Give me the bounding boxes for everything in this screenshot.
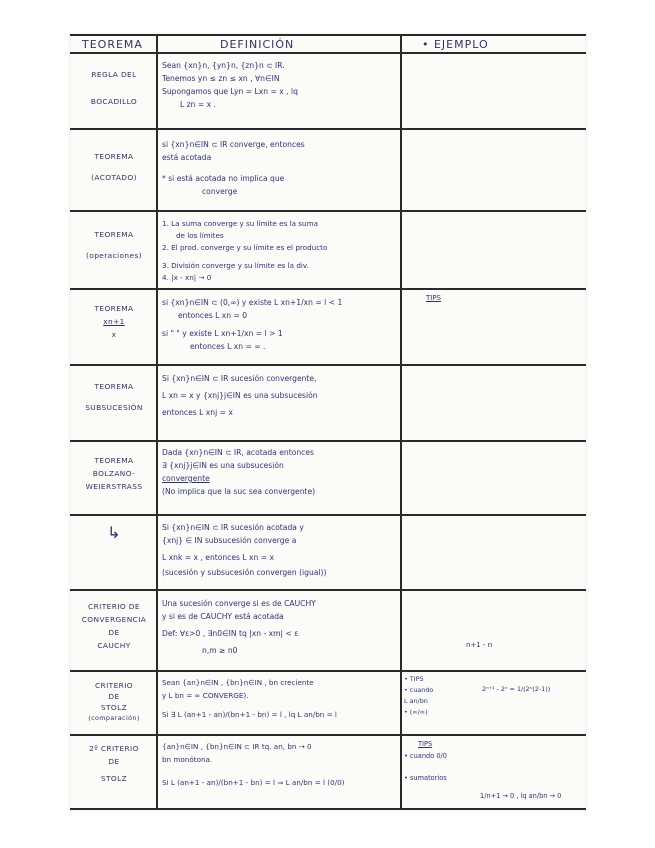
theorem-name-line: STOLZ (100, 703, 128, 712)
definition-line: 4. |x - xn| → 0 (162, 273, 212, 282)
theorem-name-line: WEIERSTRASS (85, 482, 143, 491)
definition-line: si {xn}n∈IN ⊂ IR converge, entonces (162, 140, 305, 149)
theorem-name (74, 228, 154, 262)
definition-line: y L bn = ∞ CONVERGE). (162, 691, 249, 700)
theorem-name (74, 600, 154, 652)
definition-line: si " " y existe L xn+1/xn = l > 1 (162, 329, 283, 338)
definition-line: Def: ∀ε>0 , ∃n0∈IN tq |xn - xm| < ε (162, 629, 299, 638)
theorem-definition (162, 372, 472, 419)
theorem-definition (162, 446, 472, 498)
definition-line: bn monótona. (162, 755, 213, 764)
theorem-name-line: TEOREMA (94, 382, 134, 391)
definition-line: entonces L xn = 0 (178, 311, 248, 320)
theorem-name-line: (comparación) (88, 714, 140, 722)
theorem-name-line: (ACOTADO) (91, 173, 137, 182)
rule-2 (70, 210, 586, 212)
theorem-name-line: DE (108, 757, 120, 766)
theorem-name-line: DE (108, 692, 120, 701)
definition-line: y si es de CAUCHY está acotada (162, 612, 284, 621)
col-divider-1 (156, 34, 158, 810)
definition-line: L xn = x y {xnj}j∈IN es una subsucesión (162, 391, 318, 400)
example-line: 2ⁿ⁺¹ - 2ⁿ = 1/(2ⁿ(2-1)) (482, 685, 551, 693)
definition-line: entonces L xnj = x (162, 408, 233, 417)
theorem-name-line: CRITERIO (95, 681, 133, 690)
example-line: TIPS (418, 740, 433, 748)
definition-line: convergente (162, 474, 210, 483)
theorem-name (74, 150, 154, 184)
definition-line: de los límites (176, 231, 224, 240)
example-line: TIPS (426, 294, 442, 302)
theorem-name (74, 680, 154, 724)
definition-line: está acotada (162, 153, 212, 162)
rule-5 (70, 440, 586, 442)
rule-1 (70, 128, 586, 130)
definition-line: 3. División converge y su límite es la div. (162, 261, 309, 270)
theorem-name-line: CAUCHY (97, 641, 131, 650)
definition-line: n,m ≥ n0 (202, 646, 238, 655)
definition-line: Sean {xn}n, {yn}n, {zn}n ⊂ IR. (162, 61, 285, 70)
theorem-name-line: x (111, 330, 117, 339)
example-line: • cuando (404, 686, 434, 694)
theorem-definition (162, 138, 472, 198)
definition-line: Supongamos que Lyn = Lxn = x , lq (162, 87, 298, 96)
theorem-example (404, 639, 582, 651)
theorem-name (74, 380, 154, 414)
theorem-example (404, 292, 582, 304)
theorem-name-line: TEOREMA (94, 456, 134, 465)
rule-bottom (70, 808, 586, 810)
header-definition: DEFINICIÓN (220, 38, 295, 51)
example-line: • sumatorios (404, 774, 447, 782)
theorem-definition (162, 218, 472, 284)
definition-line: L zn = x . (180, 100, 216, 109)
theorem-name (74, 454, 154, 493)
definition-line: Tenemos yn ≤ zn ≤ xn , ∀n∈IN (162, 74, 280, 83)
theorem-name-line: xn+1 (103, 317, 125, 326)
rule-header (70, 52, 586, 54)
definition-line: {an}n∈IN , {bn}n∈IN ⊂ IR tq. an, bn → 0 (162, 742, 312, 751)
rule-8 (70, 670, 586, 672)
definition-line: si {xn}n∈IN ⊂ (0,∞) y existe L xn+1/xn = l < 1 (162, 298, 343, 307)
theorem-name (74, 302, 154, 341)
theorem-name-line: TEOREMA (94, 304, 134, 313)
definition-line: {xnj} ∈ IN subsucesión converge a (162, 536, 297, 545)
definition-line: Si L (an+1 - an)/(bn+1 - bn) = l ⇒ L an/bn = l (0/0) (162, 778, 345, 787)
example-line: • cuando 0/0 (404, 752, 447, 760)
theorem-name-line: ↳ (107, 523, 121, 542)
theorem-example (404, 674, 582, 716)
definition-line: 2. El prod. converge y su límite es el producto (162, 243, 328, 252)
theorem-definition (162, 521, 472, 579)
definition-line: Si {xn}n∈IN ⊂ IR sucesión convergente, (162, 374, 317, 383)
definition-line: 1. La suma converge y su límite es la suma (162, 219, 318, 228)
definition-line: Sean {an}n∈IN , {bn}n∈IN , bn creciente (162, 678, 314, 687)
theorem-name-line: SUBSUCESIÓN (85, 403, 143, 412)
theorem-example (404, 738, 582, 802)
theorem-name (74, 523, 154, 542)
example-line: • (∞/∞) (404, 708, 428, 716)
rule-top (70, 34, 586, 36)
definition-line: Si {xn}n∈IN ⊂ IR sucesión acotada y (162, 523, 304, 532)
definition-line: Una sucesión converge si es de CAUCHY (162, 599, 316, 608)
definition-line: Si ∃ L (an+1 - an)/(bn+1 - bn) = l , lq L an/bn = l (162, 710, 337, 719)
theorem-name-line: TEOREMA (94, 230, 134, 239)
example-line: L an/bn (404, 697, 428, 705)
theorem-name-line: CRITERIO DE (88, 602, 140, 611)
theorem-name-line: DE (108, 628, 120, 637)
definition-line: * si está acotada no implica que (162, 174, 285, 183)
definition-line: Dada {xn}n∈IN ⊂ IR, acotada entonces (162, 448, 314, 457)
rule-4 (70, 364, 586, 366)
definition-line: L xnk = x , entonces L xn = x (162, 553, 275, 562)
header-example: • EJEMPLO (422, 38, 489, 51)
theorem-name-line: REGLA DEL (91, 70, 137, 79)
rule-9 (70, 734, 586, 736)
theorem-name-line: 2º CRITERIO (89, 744, 139, 753)
header-theorem: TEOREMA (82, 38, 143, 51)
theorem-name (74, 742, 154, 785)
theorem-name-line: STOLZ (100, 774, 128, 783)
definition-line: (sucesión y subsucesión convergen (igual)) (162, 568, 327, 577)
theorem-name-line: BOCADILLO (90, 97, 138, 106)
notes-sheet (70, 34, 586, 810)
theorem-name-line: (operaciones) (85, 251, 142, 260)
rule-6 (70, 514, 586, 516)
definition-line: ∃ {xnj}j∈IN es una subsucesión (162, 461, 284, 470)
rule-3 (70, 288, 586, 290)
theorem-name-line: CONVERGENCIA (81, 615, 147, 624)
theorem-name (74, 68, 154, 108)
theorem-definition (162, 59, 472, 111)
example-line: • TIPS (404, 675, 424, 683)
rule-7 (70, 589, 586, 591)
example-line: 1/n+1 → 0 , lq an/bn → 0 (480, 792, 562, 800)
definition-line: converge (202, 187, 238, 196)
theorem-definition (162, 296, 472, 353)
definition-line: entonces L xn = ∞ . (190, 342, 266, 351)
theorem-name-line: BOLZANO- (92, 469, 136, 478)
example-line: n+1 - n (466, 641, 493, 649)
theorem-name-line: TEOREMA (94, 152, 134, 161)
definition-line: (No implica que la suc sea convergente) (162, 487, 316, 496)
